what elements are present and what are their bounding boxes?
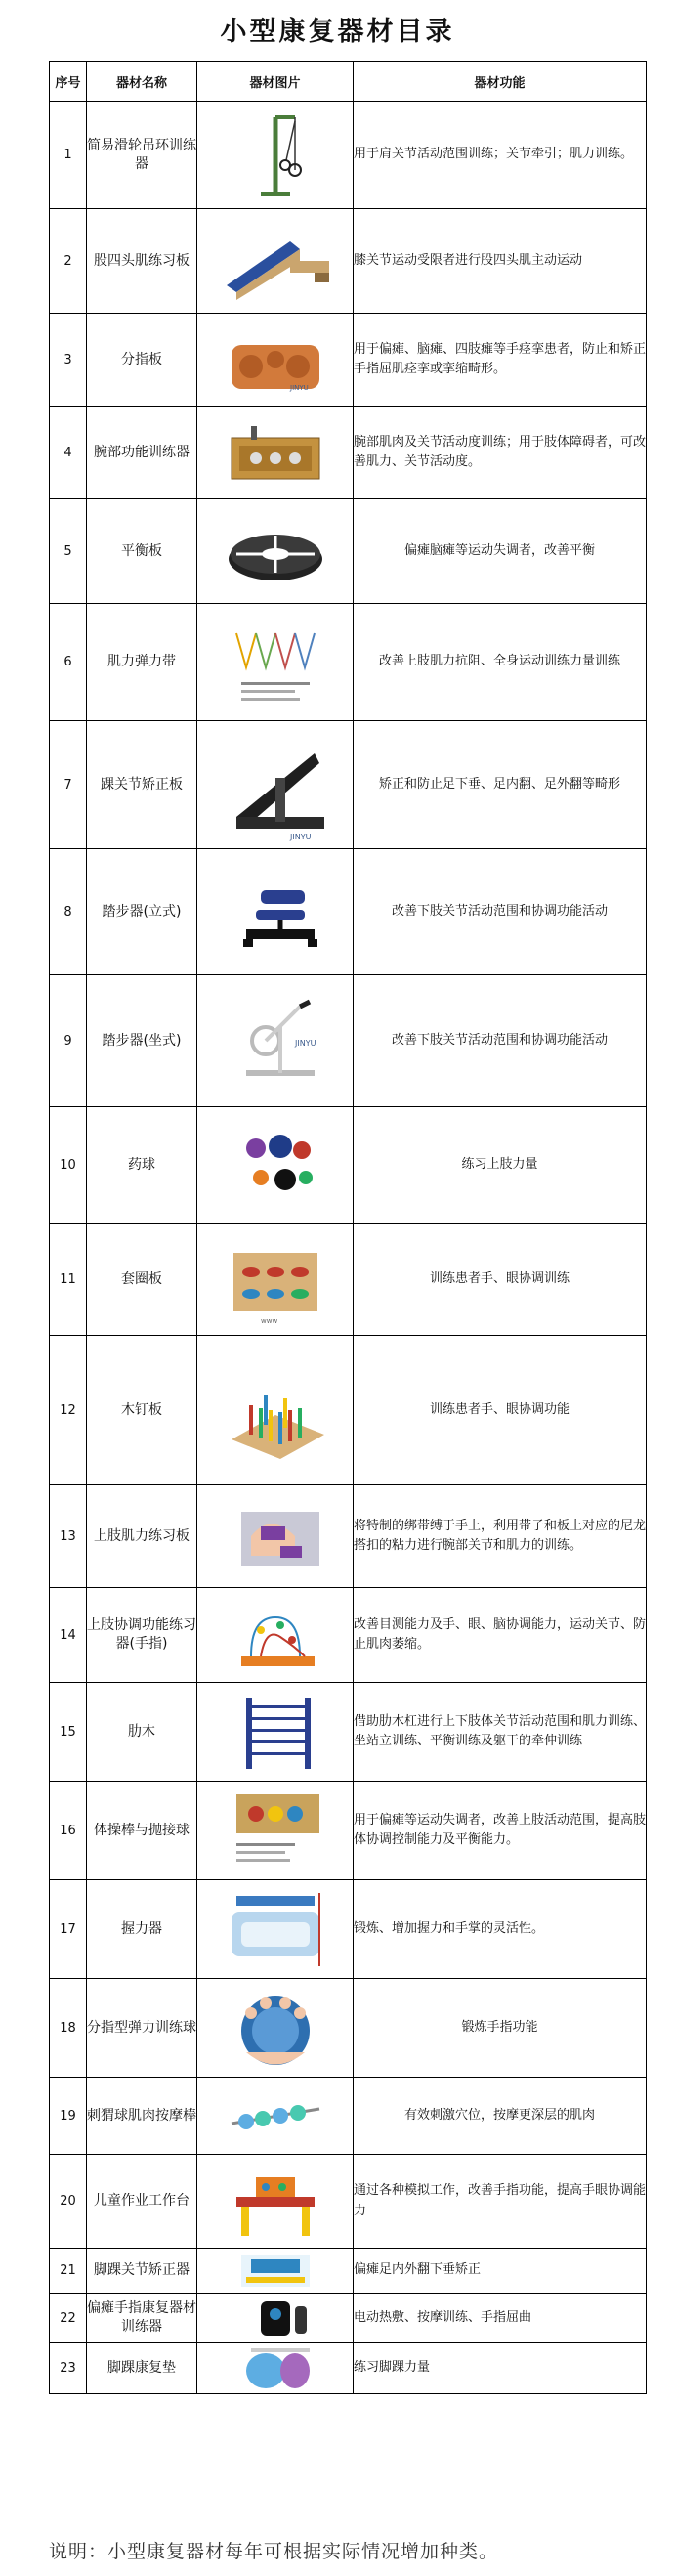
equipment-picture-cell (197, 2343, 354, 2394)
equipment-function: 改善下肢关节活动范围和协调功能活动 (354, 975, 647, 1107)
svg-text:JINYU: JINYU (289, 384, 309, 392)
pulley-ring-trainer-icon (222, 111, 329, 199)
equipment-picture-cell (197, 604, 354, 721)
equipment-picture-cell (197, 975, 354, 1107)
equipment-name: 平衡板 (87, 499, 197, 604)
equipment-function: 训练患者手、眼协调功能 (354, 1336, 647, 1485)
table-row (50, 1485, 647, 1588)
header-picture: 器材图片 (197, 62, 354, 102)
equipment-name: 刺猬球肌肉按摩棒 (87, 2078, 197, 2155)
grip-trainer-icon (222, 1888, 329, 1971)
equipment-name: 踏步器(立式) (87, 849, 197, 975)
equipment-name: 简易滑轮吊环训练器 (87, 102, 197, 209)
equipment-picture-cell (197, 1224, 354, 1336)
equipment-function: 锻炼手指功能 (354, 1979, 647, 2078)
table-row (50, 2343, 647, 2394)
table-row (50, 1782, 647, 1880)
row-number: 21 (50, 2249, 87, 2294)
equipment-name: 木钉板 (87, 1336, 197, 1485)
equipment-picture-cell (197, 849, 354, 975)
equipment-function: 用于偏瘫等运动失调者，改善上肢活动范围，提高肢体协调控制能力及平衡能力。 (354, 1782, 647, 1880)
row-number: 18 (50, 1979, 87, 2078)
equipment-picture-cell (197, 721, 354, 849)
row-number: 16 (50, 1782, 87, 1880)
table-row (50, 721, 647, 849)
row-number: 3 (50, 314, 87, 407)
finger-rehab-device-icon (222, 2297, 329, 2340)
table-row (50, 1224, 647, 1336)
finger-separator-board-icon (222, 325, 329, 394)
svg-text:JINYU: JINYU (289, 832, 311, 841)
equipment-name: 踝关节矫正板 (87, 721, 197, 849)
row-number: 14 (50, 1588, 87, 1683)
bead-maze-icon (222, 1596, 329, 1674)
header-no: 序号 (50, 62, 87, 102)
equipment-name: 肋木 (87, 1683, 197, 1782)
svg-text:www: www (260, 1316, 277, 1325)
gym-stick-ball-icon (222, 1784, 329, 1877)
row-number: 22 (50, 2294, 87, 2343)
equipment-function: 矫正和防止足下垂、足内翻、足外翻等畸形 (354, 721, 647, 849)
row-number: 5 (50, 499, 87, 604)
quadriceps-board-icon (222, 222, 329, 300)
table-row (50, 1880, 647, 1979)
wrist-trainer-icon (222, 418, 329, 487)
table-row (50, 604, 647, 721)
equipment-picture-cell (197, 314, 354, 407)
ring-toss-board-icon (222, 1233, 329, 1326)
footnote: 说明：小型康复器材每年可根据实际情况增加种类。 (49, 2541, 499, 2562)
table-row (50, 975, 647, 1107)
equipment-function: 通过各种模拟工作，改善手指功能，提高手眼协调能力 (354, 2155, 647, 2249)
wooden-peg-board-icon (222, 1352, 329, 1469)
ankle-orthosis-icon (222, 2252, 329, 2291)
equipment-name: 偏瘫手指康复器材训练器 (87, 2294, 197, 2343)
equipment-picture-cell (197, 2294, 354, 2343)
page-title: 小型康复器材目录 (220, 17, 455, 47)
row-number: 19 (50, 2078, 87, 2155)
row-number: 23 (50, 2343, 87, 2394)
equipment-picture-cell (197, 499, 354, 604)
equipment-function: 改善目测能力及手、眼、脑协调能力，运动关节、防止肌肉萎缩。 (354, 1588, 647, 1683)
equipment-picture-cell (197, 2249, 354, 2294)
equipment-function: 练习脚踝力量 (354, 2343, 647, 2394)
row-number: 1 (50, 102, 87, 209)
header-function: 器材功能 (354, 62, 647, 102)
equipment-name: 握力器 (87, 1880, 197, 1979)
table-row (50, 209, 647, 314)
equipment-name: 腕部功能训练器 (87, 407, 197, 499)
equipment-picture-cell (197, 1880, 354, 1979)
equipment-picture-cell (197, 1107, 354, 1224)
equipment-function: 膝关节运动受限者进行股四头肌主动运动 (354, 209, 647, 314)
equipment-picture-cell (197, 102, 354, 209)
row-number: 17 (50, 1880, 87, 1979)
row-number: 20 (50, 2155, 87, 2249)
table-row (50, 499, 647, 604)
equipment-function: 练习上肢力量 (354, 1107, 647, 1224)
equipment-picture-cell (197, 209, 354, 314)
ankle-correction-board-icon (222, 724, 329, 846)
equipment-picture-cell (197, 407, 354, 499)
equipment-picture-cell (197, 1588, 354, 1683)
table-header-row (50, 62, 647, 102)
stepper-standing-icon (222, 861, 329, 964)
kids-workbench-icon (222, 2163, 329, 2241)
row-number: 13 (50, 1485, 87, 1588)
equipment-name: 上肢协调功能练习器(手指) (87, 1588, 197, 1683)
table-row (50, 407, 647, 499)
table-row (50, 314, 647, 407)
equipment-function: 改善上肢肌力抗阻、全身运动训练力量训练 (354, 604, 647, 721)
equipment-picture-cell (197, 1485, 354, 1588)
row-number: 4 (50, 407, 87, 499)
table-row (50, 1336, 647, 1485)
equipment-catalog-table (49, 61, 647, 2394)
equipment-picture-cell (197, 1336, 354, 1485)
equipment-name: 脚踝关节矫正器 (87, 2249, 197, 2294)
ankle-pad-icon (222, 2346, 329, 2390)
row-number: 7 (50, 721, 87, 849)
equipment-function: 训练患者手、眼协调训练 (354, 1224, 647, 1336)
equipment-function: 电动热敷、按摩训练、手指屈曲 (354, 2294, 647, 2343)
equipment-function: 用于偏瘫、脑瘫、四肢瘫等手痉挛患者，防止和矫正手指屈肌痉挛或挛缩畸形。 (354, 314, 647, 407)
equipment-name: 股四头肌练习板 (87, 209, 197, 314)
row-number: 6 (50, 604, 87, 721)
equipment-function: 借助肋木杠进行上下肢体关节活动范围和肌力训练、坐站立训练、平衡训练及躯干的牵伸训练 (354, 1683, 647, 1782)
wall-bars-icon (222, 1691, 329, 1774)
svg-text:JINYU: JINYU (294, 1039, 316, 1048)
equipment-picture-cell (197, 2155, 354, 2249)
equipment-function: 改善下肢关节活动范围和协调功能活动 (354, 849, 647, 975)
equipment-picture-cell (197, 1979, 354, 2078)
table-row (50, 102, 647, 209)
row-number: 12 (50, 1336, 87, 1485)
equipment-name: 肌力弹力带 (87, 604, 197, 721)
table-row (50, 2078, 647, 2155)
equipment-name: 套圈板 (87, 1224, 197, 1336)
upper-limb-board-icon (222, 1497, 329, 1575)
equipment-picture-cell (197, 1782, 354, 1880)
header-name: 器材名称 (87, 62, 197, 102)
equipment-name: 分指型弹力训练球 (87, 1979, 197, 2078)
table-row (50, 2294, 647, 2343)
medicine-ball-icon (222, 1119, 329, 1212)
table-row (50, 849, 647, 975)
equipment-name: 分指板 (87, 314, 197, 407)
table-row (50, 2249, 647, 2294)
equipment-name: 药球 (87, 1107, 197, 1224)
row-number: 8 (50, 849, 87, 975)
equipment-name: 上肢肌力练习板 (87, 1485, 197, 1588)
row-number: 9 (50, 975, 87, 1107)
equipment-function: 偏瘫脑瘫等运动失调者，改善平衡 (354, 499, 647, 604)
row-number: 11 (50, 1224, 87, 1336)
equipment-name: 踏步器(坐式) (87, 975, 197, 1107)
row-number: 15 (50, 1683, 87, 1782)
equipment-name: 体操棒与抛接球 (87, 1782, 197, 1880)
equipment-function: 偏瘫足内外翻下垂矫正 (354, 2249, 647, 2294)
elastic-band-icon (222, 614, 329, 711)
equipment-name: 儿童作业工作台 (87, 2155, 197, 2249)
table-row (50, 1588, 647, 1683)
table-row (50, 2155, 647, 2249)
table-row (50, 1979, 647, 2078)
stepper-seated-icon (222, 987, 329, 1095)
massage-roller-icon (222, 2089, 329, 2143)
equipment-function: 用于肩关节活动范围训练；关节牵引；肌力训练。 (354, 102, 647, 209)
equipment-function: 有效刺激穴位，按摩更深层的肌肉 (354, 2078, 647, 2155)
equipment-function: 锻炼、增加握力和手掌的灵活性。 (354, 1880, 647, 1979)
table-row (50, 1683, 647, 1782)
equipment-function: 将特制的绑带缚于手上，利用带子和板上对应的尼龙搭扣的粘力进行腕部关节和肌力的训练。 (354, 1485, 647, 1588)
balance-board-icon (222, 510, 329, 593)
row-number: 10 (50, 1107, 87, 1224)
equipment-picture-cell (197, 2078, 354, 2155)
table-row (50, 1107, 647, 1224)
equipment-function: 腕部肌肉及关节活动度训练；用于肢体障碍者，可改善肌力、关节活动度。 (354, 407, 647, 499)
equipment-picture-cell (197, 1683, 354, 1782)
finger-elastic-ball-icon (222, 1984, 329, 2072)
equipment-name: 脚踝康复垫 (87, 2343, 197, 2394)
row-number: 2 (50, 209, 87, 314)
